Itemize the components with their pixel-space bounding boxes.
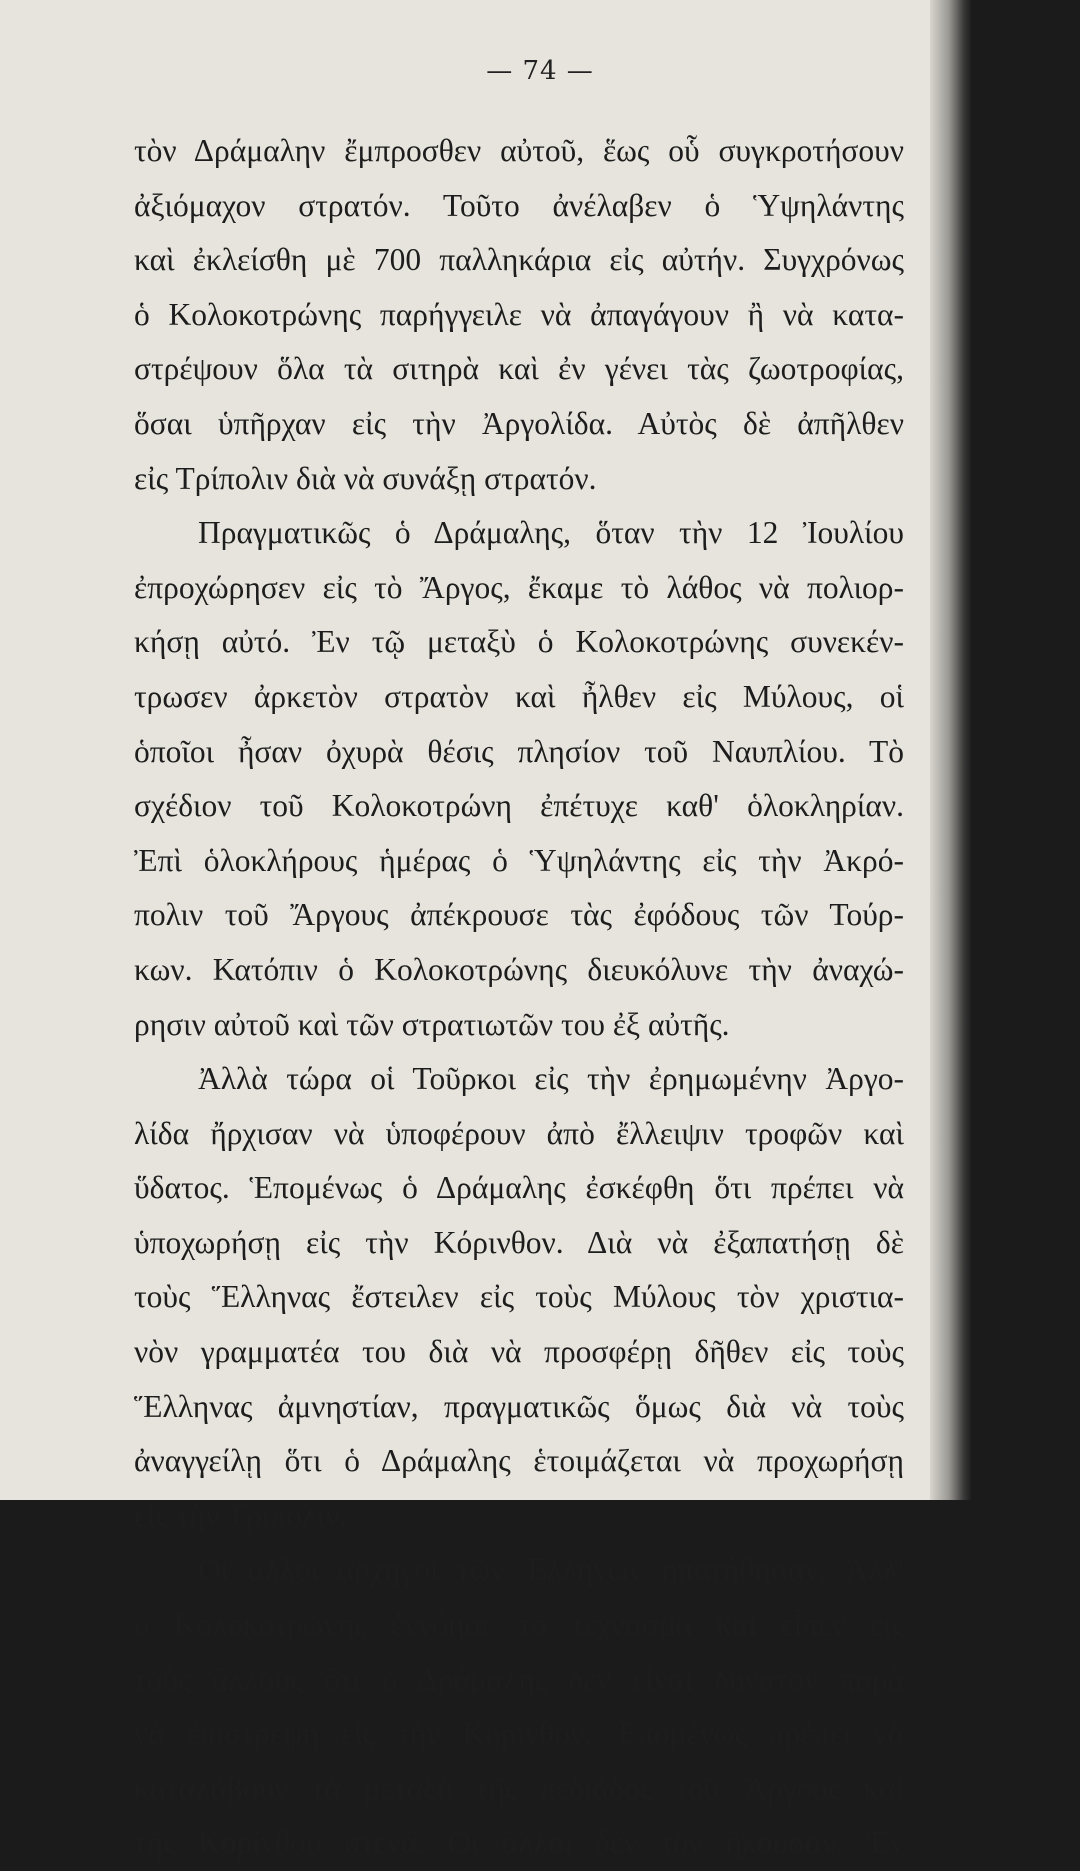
text-line: πολιν τοῦ Ἄργους ἀπέκρουσε τὰς ἐφόδους τῶν Τούρ- xyxy=(134,897,904,933)
text-line: τοὺς Ἕλληνας ἔστειλεν εἰς τοὺς Μύλους τὸν χριστια- xyxy=(134,1279,904,1315)
paragraph xyxy=(134,124,904,506)
text-line: εἰς Τρίπολιν διὰ νὰ συνάξῃ στρατόν. xyxy=(134,460,597,496)
text-line: ὕδατος. Ἑπομένως ὁ Δράμαλης ἐσκέφθη ὅτι πρέπει νὰ xyxy=(134,1170,904,1206)
text-line: σχέδιον τοῦ Κολοκοτρώνη ἐπέτυχε καθ' ὁλοκληρίαν. xyxy=(134,788,904,824)
text-line: καὶ ἐκλείσθη μὲ 700 παλληκάρια εἰς αὐτήν. Συγχρόνως xyxy=(134,242,904,278)
text-line: ὑποχωρήσῃ εἰς τὴν Κόρινθον. Διὰ νὰ ἐξαπατήσῃ δὲ xyxy=(134,1224,904,1260)
text-line: ἀξιόμαχον στρατόν. Τοῦτο ἀνέλαβεν ὁ Ὑψηλάντης xyxy=(134,187,904,223)
body-text xyxy=(134,124,904,1871)
text-line: ὅσαι ὑπῆρχαν εἰς τὴν Ἀργολίδα. Αὐτὸς δὲ ἀπῆλθεν xyxy=(134,405,904,441)
paragraph xyxy=(134,1052,904,1543)
text-line: τοὺς ἄλλους ὅτι ὁ Δράμαλης δὲν εἶναι δυνατὸν παρὰ xyxy=(134,1661,904,1697)
text-line: κων. Κατόπιν ὁ Κολοκοτρώνης διευκόλυνε τὴν ἀναχώ- xyxy=(134,951,904,987)
text-line: Ἐπὶ ὁλοκλήρους ἡμέρας ὁ Ὑψηλάντης εἰς τὴν Ἀκρό- xyxy=(134,842,904,878)
page-number: — 74 — xyxy=(486,56,594,86)
paragraph xyxy=(134,506,904,1052)
text-line: ὁποῖοι ἦσαν ὀχυρὰ θέσις πλησίον τοῦ Ναυπλίου. Τὸ xyxy=(134,733,904,769)
text-line: Πραγματικῶς ὁ Δράμαλης, ὅταν τὴν 12 Ἰουλίου xyxy=(198,515,904,551)
paragraph xyxy=(134,1543,904,1871)
text-line: νὰ ἐπιστρέψῃ εἰς τὴν Κόρινθον. Ἑπομένως πρέπει νὰ xyxy=(134,1716,904,1752)
text-line: Ἕλληνας ἀμνηστίαν, πραγματικῶς ὅμως διὰ νὰ τοὺς xyxy=(134,1388,904,1424)
text-line: ὁ Κολοκοτρώνης ἐννόησε τὸ τέχνασμα καὶ εἶπεν εἰς xyxy=(134,1607,904,1643)
text-line: ἀναγγείλῃ ὅτι ὁ Δράμαλης ἑτοιμάζεται νὰ προχωρήσῃ xyxy=(134,1443,904,1479)
text-line: τῆς Κορίνθου στενά. Οἱ ἄλλοι δὲν τὸν ἤκουσαν. Ἐν xyxy=(134,1825,904,1861)
text-line: κήσῃ αὐτό. Ἐν τῷ μεταξὺ ὁ Κολοκοτρώνης συνεκέν- xyxy=(134,624,904,660)
text-line: ἐπροχώρησεν εἰς τὸ Ἄργος, ἔκαμε τὸ λάθος νὰ πολιορ- xyxy=(134,569,904,605)
text-line: ρησιν αὐτοῦ καὶ τῶν στρατιωτῶν του ἐξ αὐτῆς. xyxy=(134,1006,730,1042)
text-line: τρωσεν ἀρκετὸν στρατὸν καὶ ἦλθεν εἰς Μύλους, οἱ xyxy=(134,678,904,714)
text-line: Οἱ ἄλλοι ἀρχηγοὶ τῶν Ἑλλήνων ἠπατήθησαν. Ἀλλ' xyxy=(198,1552,904,1588)
text-line: στρέψουν ὅλα τὰ σιτηρὰ καὶ ἐν γένει τὰς ζωοτροφίας, xyxy=(134,351,904,387)
text-line: τὸν Δράμαλην ἔμπροσθεν αὐτοῦ, ἕως οὗ συγκροτήσουν xyxy=(134,133,904,168)
text-line: εἰς τὴν Τρίπολιν. xyxy=(134,1497,348,1533)
text-line: λίδα ἤρχισαν νὰ ὑποφέρουν ἀπὸ ἔλλειψιν τροφῶν καὶ xyxy=(134,1115,904,1151)
text-line: Ἀλλὰ τώρα οἱ Τοῦρκοι εἰς τὴν ἐρημωμένην Ἀργο- xyxy=(198,1061,904,1097)
text-line: νὸν γραμματέα του διὰ νὰ προσφέρῃ δῆθεν εἰς τοὺς xyxy=(134,1334,904,1370)
page-edge-shadow xyxy=(930,0,972,1500)
text-line: ὁ Κολοκοτρώνης παρήγγειλε νὰ ἀπαγάγουν ἢ νὰ κατα- xyxy=(134,296,904,332)
text-line: καταλάβουν τὰ μεταξὺ τῆς πεδιάδος τοῦ Ἄργους καὶ xyxy=(134,1770,904,1806)
